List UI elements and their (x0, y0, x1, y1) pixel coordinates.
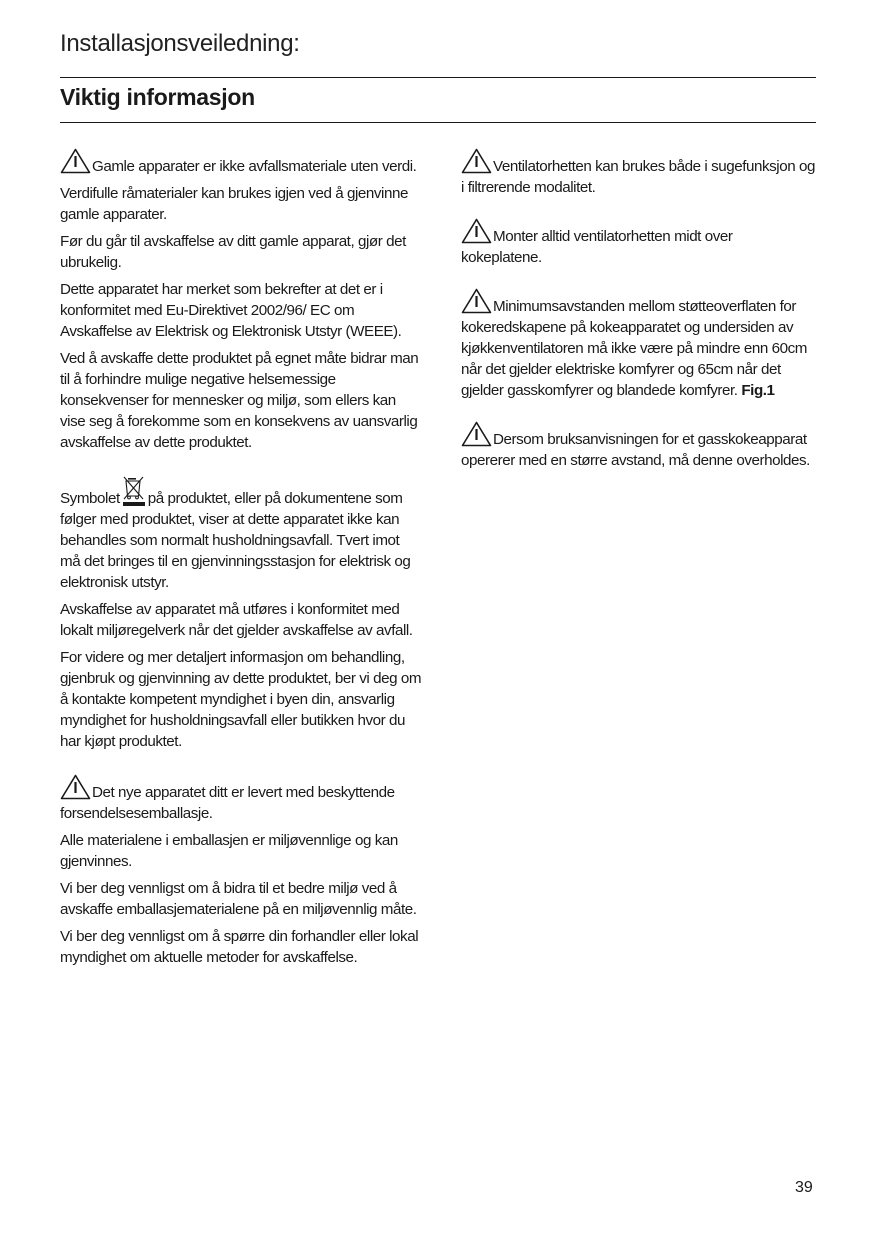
header-rule-bottom (60, 122, 816, 123)
paragraph: Vi ber deg vennligst om å spørre din forhandler eller lokal myndighet om aktuelle metoder for avskaffelse. (60, 928, 419, 966)
paragraph: Ved å avskaffe dette produktet på egnet måte bidrar man til å forhindre mulige negative helsemessige konsekvenser for mennesker og miljø, som ellers kan vise seg å forekomme som en konsekvens av uansvarlig avskaffelse av dette produktet. (60, 350, 419, 451)
warning-triangle-icon (60, 774, 91, 800)
weee-symbol-paragraph: Symbolet på produktet, eller på dokumentene som følger med produktet, viser at dette apparatet ikke kan behandles som normalt husholdningsavfall. Tvert imot må det bringes til en gjenvinningsstasjon for elektrisk og elektronisk utstyr. (60, 475, 422, 593)
paragraph: For videre og mer detaljert informasjon om behandling, gjenbruk og gjenvinning av dette produktet, ber vi deg om å kontakte kompetent myndighet i byen din, ansvarlig myndighet for husholdningsavfall eller butikken hvor du har kjøpt produktet. (60, 649, 422, 750)
warning-paragraph: Monter alltid ventilatorhetten midt over kokeplatene. (461, 218, 816, 268)
warning-triangle-icon (60, 148, 91, 174)
paragraph: Før du går til avskaffelse av ditt gamle apparat, gjør det ubrukelig. (60, 233, 406, 271)
warning-paragraph: Gamle apparater er ikke avfallsmateriale uten verdi. (60, 148, 422, 177)
paragraph: Alle materialene i emballasjen er miljøvennlige og kan gjenvinnes. (60, 832, 398, 870)
paragraph: Verdifulle råmaterialer kan brukes igjen ved å gjenvinne gamle apparater. (60, 185, 408, 223)
right-column (461, 148, 816, 477)
warning-triangle-icon (461, 218, 492, 244)
page-title: Viktig informasjon (60, 84, 255, 110)
warning-triangle-icon (461, 421, 492, 447)
crossed-bin-icon (122, 475, 146, 507)
warning-paragraph: Ventilatorhetten kan brukes både i sugefunksjon og i filtrerende modalitet. (461, 148, 816, 198)
warning-paragraph: Det nye apparatet ditt er levert med beskyttende forsendelsesemballasje. (60, 774, 422, 824)
section-header: Installasjonsveiledning: (60, 30, 300, 57)
header-rule-top (60, 77, 816, 78)
figure-reference: Fig.1 (741, 382, 775, 399)
warning-triangle-icon (461, 288, 492, 314)
left-column (60, 148, 422, 974)
warning-triangle-icon (461, 148, 492, 174)
paragraph: Vi ber deg vennligst om å bidra til et bedre miljø ved å avskaffe emballasjematerialene på en miljøvennlig måte. (60, 880, 417, 918)
warning-paragraph: Minimumsavstanden mellom støtteoverflaten for kokeredskapene på kokeapparatet og undersiden av kjøkkenventilatoren må ikke være på mindre enn 60cm når det gjelder elektriske komfyrer og 65cm når det gjelder gasskomfyrer og blandede komfyrer. Fig.1 (461, 288, 816, 401)
paragraph: Dette apparatet har merket som bekrefter at det er i konformitet med Eu-Direktivet 2002/96/ EC om Avskaffelse av Elektrisk og Elektronisk Utstyr (WEEE). (60, 281, 402, 340)
paragraph: Avskaffelse av apparatet må utføres i konformitet med lokalt miljøregelverk når det gjelder avskaffelse av avfall. (60, 601, 413, 639)
page-number: 39 (795, 1179, 813, 1196)
warning-paragraph: Dersom bruksanvisningen for et gasskokeapparat opererer med en større avstand, må denne overholdes. (461, 421, 816, 471)
